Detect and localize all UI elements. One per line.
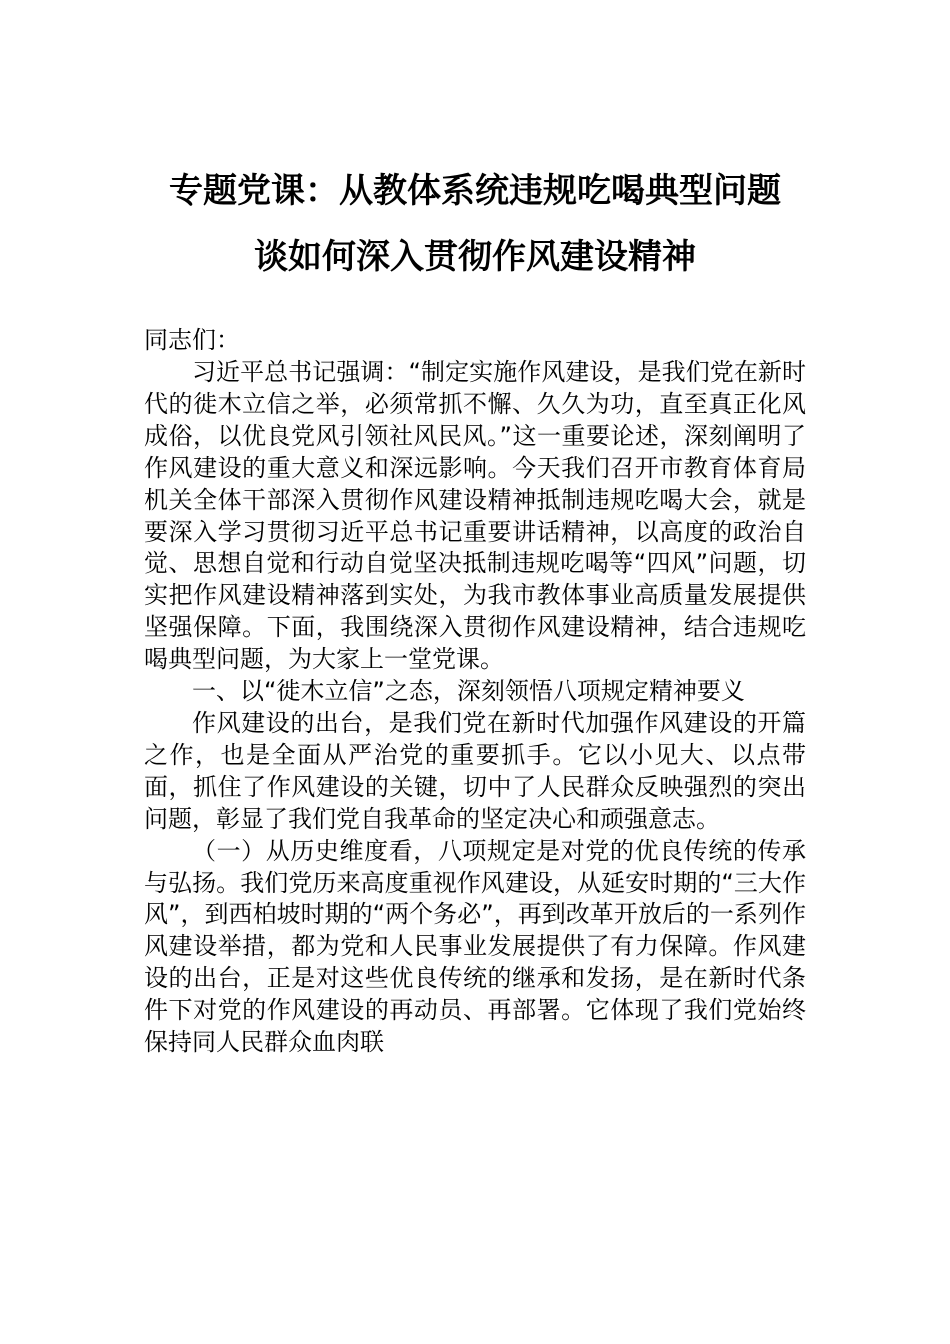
salutation: 同志们：: [144, 326, 240, 354]
document-title: [0, 158, 950, 290]
document-body: [144, 323, 806, 1059]
title-line-1: 专题党课：从教体系统违规吃喝典型问题: [169, 171, 781, 211]
paragraph-section-1: 作风建设的出台，是我们党在新时代加强作风建设的开篇之作，也是全面从严治党的重要抓手。它以小见大、以点带面，抓住了作风建设的关键，切中了人民群众反映强烈的突出问题，彰显了我们党自我革命的坚定决心和顽强意志。: [144, 708, 806, 833]
section-heading-1: 一、以“徙木立信”之态，深刻领悟八项规定精神要义: [192, 677, 745, 706]
paragraph-intro: 习近平总书记强调：“制定实施作风建设，是我们党在新时代的徙木立信之举，必须常抓不懈、久久为功，直至真正化风成俗，以优良党风引领社风民风。”这一重要论述，深刻阐明了作风建设的重大意义和深远影响。今天我们召开市教育体育局机关全体干部深入贯彻作风建设精神抵制违规吃喝大会，就是要深入学习贯彻习近平总书记重要讲话精神，以高度的政治自觉、思想自觉和行动自觉坚决抵制违规吃喝等“四风”问题，切实把作风建设精神落到实处，为我市教体事业高质量发展提供坚强保障。下面，我围绕深入贯彻作风建设精神，结合违规吃喝典型问题，为大家上一堂党课。: [144, 358, 806, 674]
paragraph-subsection-1: （一）从历史维度看，八项规定是对党的优良传统的传承与弘扬。我们党历来高度重视作风建设，从延安时期的“三大作风”，到西柏坡时期的“两个务必”，再到改革开放后的一系列作风建设举措，都为党和人民事业发展提供了有力保障。作风建设的出台，正是对这些优良传统的继承和发扬，是在新时代条件下对党的作风建设的再动员、再部署。它体现了我们党始终保持同人民群众血肉联: [144, 836, 806, 1057]
title-line-2: 谈如何深入贯彻作风建设精神: [254, 237, 696, 277]
